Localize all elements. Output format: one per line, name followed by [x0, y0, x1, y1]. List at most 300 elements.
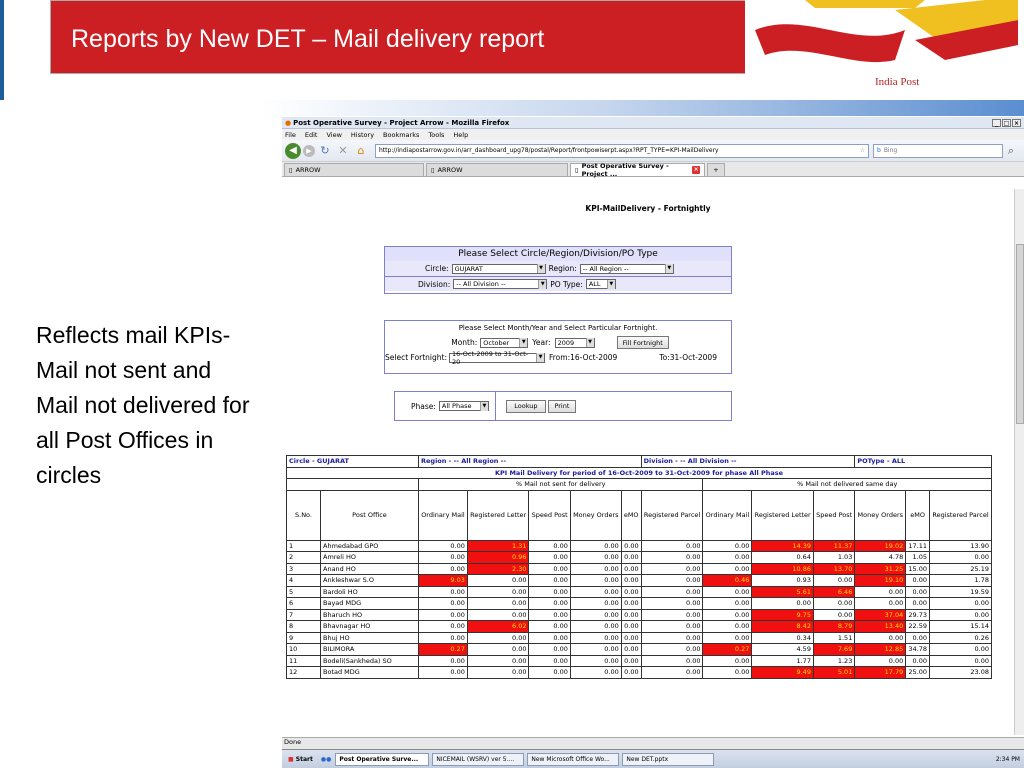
tab-strip: [282, 162, 1024, 177]
dropdown-arrow-icon: ▼: [480, 402, 488, 411]
tab-label: Post Operative Survey - Project ...: [581, 162, 669, 178]
cell-value: 0.96: [467, 552, 529, 564]
start-label: Start: [295, 755, 313, 763]
cell-value: 0.00: [529, 575, 570, 587]
cell-value: 0.00: [419, 586, 468, 598]
slide-accent-bar: [0, 0, 4, 100]
filter-potype: POType - ALL: [855, 456, 992, 468]
tab-label: ARROW: [437, 166, 463, 174]
decorative-stripe: [262, 100, 1024, 116]
cell-post-office: Ankleshwar S.O: [321, 575, 419, 587]
cell-value: 0.00: [813, 575, 854, 587]
taskbar-item-label: NICEMAIL (WSRV) ver 5....: [436, 755, 515, 763]
cell-value: 0.00: [529, 540, 570, 552]
report-title-row: [287, 467, 992, 479]
cell-value: 1.77: [752, 655, 814, 667]
cell-value: 19.02: [855, 540, 906, 552]
cell-sno: 2: [287, 552, 321, 564]
month-label: Month:: [451, 338, 478, 347]
cell-value: 29.73: [906, 609, 930, 621]
cell-value: 8.79: [813, 621, 854, 633]
cell-value: 0.00: [813, 609, 854, 621]
cell-value: 0.00: [529, 644, 570, 656]
page-icon: ▯: [575, 166, 579, 174]
search-box[interactable]: [873, 144, 1003, 158]
col-sno: S.No.: [287, 490, 321, 540]
potype-label: PO Type:: [550, 279, 583, 289]
col-money-orders: Money Orders: [570, 490, 621, 540]
search-placeholder: Bing: [883, 147, 898, 154]
cell-value: 0.00: [529, 563, 570, 575]
table-row: [287, 632, 992, 644]
cell-post-office: Anand HO: [321, 563, 419, 575]
cell-value: 0.00: [467, 644, 529, 656]
cell-value: 9.75: [752, 609, 814, 621]
windows-taskbar: [282, 749, 1024, 768]
bookmark-star-icon[interactable]: ☆: [859, 147, 865, 154]
page-content: [282, 189, 1014, 735]
cell-post-office: Bhuj HO: [321, 632, 419, 644]
dropdown-arrow-icon: ▼: [519, 338, 527, 347]
cell-value: 0.46: [703, 575, 752, 587]
cell-post-office: Amreli HO: [321, 552, 419, 564]
cell-post-office: Bharuch HO: [321, 609, 419, 621]
cell-value: 0.00: [855, 586, 906, 598]
phase-select[interactable]: [439, 401, 489, 411]
year-label: Year:: [532, 338, 551, 347]
status-text: Done: [284, 738, 302, 746]
col-registered-letter: Registered Letter: [467, 490, 529, 540]
cell-value: 0.00: [930, 655, 992, 667]
cell-value: 0.00: [906, 575, 930, 587]
quick-launch-icon[interactable]: ●●: [320, 755, 332, 763]
maximize-button[interactable]: □: [1003, 119, 1010, 127]
cell-value: 0.00: [930, 609, 992, 621]
cell-value: 0.00: [641, 586, 703, 598]
cell-value: 0.00: [467, 667, 529, 679]
division-label: Division:: [418, 279, 451, 289]
table-row: [287, 586, 992, 598]
stop-icon[interactable]: ✕: [338, 144, 348, 157]
cell-value: 0.00: [621, 609, 641, 621]
cell-value: 0.00: [570, 586, 621, 598]
windows-logo-icon: ■: [288, 755, 294, 763]
group-not-sent: % Mail not sent for delivery: [419, 479, 703, 491]
cell-post-office: Bodeli(Sankheda) SO: [321, 655, 419, 667]
menu-edit[interactable]: Edit: [304, 130, 318, 139]
cell-post-office: Bayad MDG: [321, 598, 419, 610]
cell-value: 0.00: [621, 598, 641, 610]
cell-value: 0.00: [419, 552, 468, 564]
cell-value: 0.00: [529, 667, 570, 679]
col-ordinary-mail: Ordinary Mail: [703, 490, 752, 540]
cell-value: 0.00: [419, 621, 468, 633]
address-bar[interactable]: [375, 144, 869, 158]
cell-value: 5.61: [752, 586, 814, 598]
col-speed-post: Speed Post: [529, 490, 570, 540]
cell-value: 0.93: [752, 575, 814, 587]
dropdown-arrow-icon: ▼: [586, 338, 594, 347]
cell-sno: 5: [287, 586, 321, 598]
taskbar-item-label: Post Operative Surve...: [339, 755, 419, 763]
menu-bookmarks[interactable]: Bookmarks: [383, 130, 420, 139]
taskbar-item-firefox[interactable]: [335, 753, 429, 766]
cell-value: 0.00: [529, 552, 570, 564]
table-row: [287, 644, 992, 656]
cell-value: 0.00: [419, 632, 468, 644]
circle-select[interactable]: [452, 264, 546, 274]
cell-value: 0.00: [621, 586, 641, 598]
dropdown-arrow-icon: ▼: [537, 264, 545, 273]
cell-value: 0.27: [419, 644, 468, 656]
cell-value: 0.00: [703, 552, 752, 564]
cell-value: 19.59: [930, 586, 992, 598]
cell-value: 25.19: [930, 563, 992, 575]
cell-value: 0.00: [641, 621, 703, 633]
cell-value: 0.00: [906, 586, 930, 598]
potype-select[interactable]: [586, 279, 616, 289]
cell-value: 15.00: [906, 563, 930, 575]
cell-value: 0.00: [467, 609, 529, 621]
print-button[interactable]: Print: [548, 400, 576, 413]
cell-value: 13.90: [930, 540, 992, 552]
tab-arrow-1[interactable]: [284, 163, 424, 176]
cell-value: 0.00: [621, 667, 641, 679]
cell-value: 0.00: [529, 609, 570, 621]
cell-value: 0.64: [752, 552, 814, 564]
system-clock: 2:34 PM: [995, 755, 1020, 763]
cell-value: 0.27: [703, 644, 752, 656]
cell-value: 0.00: [570, 598, 621, 610]
home-icon[interactable]: ⌂: [357, 144, 365, 157]
cell-value: 0.00: [641, 655, 703, 667]
cell-value: 1.05: [906, 552, 930, 564]
cell-value: 0.00: [419, 667, 468, 679]
cell-value: 2.30: [467, 563, 529, 575]
cell-value: 17.79: [855, 667, 906, 679]
new-tab-button[interactable]: +: [707, 163, 725, 176]
cell-value: 1.03: [813, 552, 854, 564]
cell-value: 12.85: [855, 644, 906, 656]
col-office: Post Office: [321, 490, 419, 540]
col-ordinary-mail: Ordinary Mail: [419, 490, 468, 540]
cell-value: 0.00: [906, 655, 930, 667]
cell-sno: 4: [287, 575, 321, 587]
cell-value: 0.00: [467, 575, 529, 587]
cell-sno: 10: [287, 644, 321, 656]
cell-value: 1.78: [930, 575, 992, 587]
menu-view[interactable]: View: [326, 130, 342, 139]
tab-close-icon[interactable]: ×: [693, 166, 699, 173]
cell-post-office: BILIMORA: [321, 644, 419, 656]
cell-value: 0.00: [703, 540, 752, 552]
cell-value: 0.00: [570, 621, 621, 633]
report-title: KPI Mail Delivery for period of 16-Oct-2009 to 31-Oct-2009 for phase All Phase: [287, 467, 992, 479]
cell-value: 0.00: [529, 598, 570, 610]
cell-value: 13.40: [855, 621, 906, 633]
cell-value: 0.34: [752, 632, 814, 644]
col-emo: eMO: [906, 490, 930, 540]
cell-value: 0.00: [419, 609, 468, 621]
cell-value: 0.00: [641, 598, 703, 610]
circle-value: GUJARAT: [454, 264, 483, 273]
cell-value: 25.00: [906, 667, 930, 679]
to-date-text: To:31-Oct-2009: [659, 353, 717, 362]
cell-value: 7.69: [813, 644, 854, 656]
cell-sno: 11: [287, 655, 321, 667]
cell-value: 0.00: [570, 540, 621, 552]
cell-value: 0.00: [641, 552, 703, 564]
cell-value: 0.00: [641, 667, 703, 679]
cell-value: 0.00: [813, 598, 854, 610]
col-emo: eMO: [621, 490, 641, 540]
fortnight-value: 16-Oct-2009 to 31-Oct-20: [452, 349, 528, 366]
group-header-row: [287, 479, 992, 491]
column-header-row: [287, 490, 992, 540]
col-registered-letter: Registered Letter: [752, 490, 814, 540]
cell-value: 0.00: [621, 621, 641, 633]
month-value: October: [483, 338, 510, 347]
cell-value: 0.00: [930, 552, 992, 564]
cell-value: 0.00: [855, 655, 906, 667]
cell-value: 0.00: [906, 632, 930, 644]
menu-help[interactable]: Help: [453, 130, 469, 139]
phase-panel: [394, 391, 732, 421]
tab-post-operative-survey[interactable]: [570, 163, 705, 176]
cell-value: 0.00: [570, 632, 621, 644]
browser-window: [282, 117, 1024, 768]
cell-value: 0.00: [529, 632, 570, 644]
search-icon[interactable]: ⌕: [1007, 143, 1015, 157]
cell-value: 4.78: [855, 552, 906, 564]
cell-post-office: Bhavnagar HO: [321, 621, 419, 633]
from-date-text: From:16-Oct-2009: [549, 353, 618, 362]
cell-sno: 7: [287, 609, 321, 621]
taskbar-item-label: New DET.pptx: [626, 755, 669, 763]
cell-value: 0.00: [641, 575, 703, 587]
slide-title: Reports by New DET – Mail delivery report: [71, 25, 545, 53]
cell-value: 0.00: [621, 563, 641, 575]
window-title: Post Operative Survey - Project Arrow - Mozilla Firefox: [293, 118, 510, 127]
logo-caption: India Post: [875, 76, 920, 88]
phase-label: Phase:: [411, 401, 436, 411]
dropdown-arrow-icon: ▼: [665, 264, 673, 273]
slide-description: Reflects mail KPIs- Mail not sent and Mail not delivered for all Post Offices in circles: [36, 322, 250, 488]
cell-sno: 9: [287, 632, 321, 644]
filter-circle: Circle - GUJARAT: [287, 456, 419, 468]
firefox-icon: ●: [285, 118, 292, 127]
forward-arrow-icon[interactable]: ▶: [303, 145, 315, 157]
cell-value: 0.00: [570, 655, 621, 667]
year-select[interactable]: [555, 338, 595, 348]
cell-value: 0.00: [906, 598, 930, 610]
cell-value: 0.00: [621, 540, 641, 552]
cell-value: 0.00: [467, 655, 529, 667]
phase-value: All Phase: [441, 402, 472, 410]
table-row: [287, 598, 992, 610]
cell-post-office: Botad MDG: [321, 667, 419, 679]
table-row: [287, 540, 992, 552]
cell-value: 0.00: [419, 540, 468, 552]
table-row: [287, 667, 992, 679]
col-speed-post: Speed Post: [813, 490, 854, 540]
report-body: [287, 540, 992, 678]
dropdown-arrow-icon: ▼: [607, 280, 615, 289]
cell-value: 0.00: [419, 598, 468, 610]
dropdown-arrow-icon: ▼: [536, 353, 544, 362]
cell-value: 23.08: [930, 667, 992, 679]
cell-value: 9.49: [752, 667, 814, 679]
cell-value: 0.00: [529, 655, 570, 667]
period-title: Please Select Month/Year and Select Particular Fortnight.: [385, 321, 731, 335]
table-row: [287, 575, 992, 587]
cell-value: 1.23: [813, 655, 854, 667]
cell-value: 10.86: [752, 563, 814, 575]
table-row: [287, 563, 992, 575]
cell-value: 0.00: [641, 563, 703, 575]
menu-tools[interactable]: Tools: [428, 130, 445, 139]
tab-label: ARROW: [295, 166, 321, 174]
cell-value: 14.39: [752, 540, 814, 552]
cell-value: 0.00: [703, 667, 752, 679]
navigation-toolbar: [282, 140, 1024, 162]
back-arrow-icon[interactable]: ◀: [285, 143, 301, 159]
cell-value: 19.10: [855, 575, 906, 587]
reload-icon[interactable]: ↻: [320, 144, 330, 157]
cell-value: 6.46: [813, 586, 854, 598]
cell-value: 0.00: [529, 586, 570, 598]
mail-delivery-report-table: [286, 455, 992, 679]
cell-value: 0.00: [570, 644, 621, 656]
cell-value: 0.26: [930, 632, 992, 644]
india-post-logo: [745, 0, 1018, 74]
cell-value: 0.00: [621, 655, 641, 667]
region-select[interactable]: [580, 264, 674, 274]
cell-value: 4.59: [752, 644, 814, 656]
menu-bar: [282, 129, 1024, 140]
scrollbar-thumb[interactable]: [1016, 244, 1024, 424]
minimize-button[interactable]: _: [992, 119, 1001, 127]
cell-sno: 1: [287, 540, 321, 552]
page-icon: ▯: [289, 166, 293, 174]
year-value: 2009: [557, 338, 575, 347]
cell-value: 0.00: [570, 552, 621, 564]
cell-value: 0.00: [570, 667, 621, 679]
cell-value: 0.00: [467, 586, 529, 598]
circle-selection-panel: [384, 246, 732, 294]
close-button[interactable]: ×: [1013, 119, 1020, 127]
vertical-scrollbar[interactable]: [1014, 189, 1024, 735]
cell-value: 0.00: [621, 644, 641, 656]
cell-post-office: Bardoli HO: [321, 586, 419, 598]
division-potype-row: [385, 276, 731, 291]
taskbar-item-word[interactable]: [527, 753, 619, 766]
start-button[interactable]: [284, 756, 317, 763]
cell-post-office: Ahmedabad GPO: [321, 540, 419, 552]
lookup-button[interactable]: Lookup: [506, 400, 546, 413]
taskbar-item-nicemail[interactable]: [432, 753, 524, 766]
filter-row: [287, 456, 992, 468]
cell-value: 1.51: [813, 632, 854, 644]
cell-value: 0.00: [570, 563, 621, 575]
cell-value: 0.00: [703, 563, 752, 575]
menu-history[interactable]: History: [350, 130, 375, 139]
cell-value: 22.59: [906, 621, 930, 633]
cell-value: 0.00: [621, 632, 641, 644]
cell-value: 13.70: [813, 563, 854, 575]
cell-value: 0.00: [621, 552, 641, 564]
cell-value: 0.00: [703, 609, 752, 621]
menu-file[interactable]: File: [285, 130, 296, 139]
cell-value: 9.03: [419, 575, 468, 587]
month-year-row: [385, 335, 731, 350]
cell-value: 5.01: [813, 667, 854, 679]
cell-value: 11.37: [813, 540, 854, 552]
potype-value: ALL: [588, 280, 601, 288]
cell-value: 15.14: [930, 621, 992, 633]
page-icon: ▯: [431, 166, 435, 174]
cell-value: 0.00: [641, 644, 703, 656]
region-label: Region:: [548, 264, 577, 273]
month-select[interactable]: [480, 338, 528, 348]
division-select[interactable]: [453, 279, 547, 289]
cell-value: 0.00: [703, 632, 752, 644]
col-money-orders: Money Orders: [855, 490, 906, 540]
window-titlebar: [282, 117, 1024, 129]
division-value: -- All Division --: [456, 280, 506, 288]
cell-value: 1.31: [467, 540, 529, 552]
cell-sno: 8: [287, 621, 321, 633]
fill-fortnight-button[interactable]: Fill Fortnight: [617, 336, 669, 349]
table-row: [287, 621, 992, 633]
cell-value: 0.00: [419, 655, 468, 667]
cell-value: 6.02: [467, 621, 529, 633]
cell-value: 0.00: [467, 598, 529, 610]
filter-division: Division - -- All Division --: [641, 456, 855, 468]
table-row: [287, 655, 992, 667]
cell-value: 0.00: [930, 598, 992, 610]
cell-value: 0.00: [419, 563, 468, 575]
table-row: [287, 609, 992, 621]
cell-value: 0.00: [467, 632, 529, 644]
panel-divider: [495, 391, 496, 421]
cell-value: 0.00: [703, 621, 752, 633]
cell-value: 0.00: [930, 644, 992, 656]
taskbar-item-powerpoint[interactable]: [622, 753, 714, 766]
tab-arrow-2[interactable]: [426, 163, 568, 176]
cell-sno: 12: [287, 667, 321, 679]
cell-value: 17.11: [906, 540, 930, 552]
selection-title: Please Select Circle/Region/Division/PO Type: [385, 247, 731, 261]
region-value: -- All Region --: [582, 264, 629, 273]
dropdown-arrow-icon: ▼: [538, 280, 546, 289]
cell-value: 34.78: [906, 644, 930, 656]
cell-value: 0.00: [621, 575, 641, 587]
period-selection-panel: [384, 320, 732, 374]
fortnight-row: [385, 350, 731, 365]
cell-value: 8.42: [752, 621, 814, 633]
cell-value: 0.00: [529, 621, 570, 633]
cell-value: 0.00: [752, 598, 814, 610]
cell-value: 0.00: [641, 609, 703, 621]
cell-sno: 3: [287, 563, 321, 575]
fortnight-select[interactable]: [449, 349, 545, 366]
group-header-spacer: [287, 479, 419, 491]
page-heading: KPI-MailDelivery - Fortnightly: [585, 204, 711, 213]
cell-value: 0.00: [641, 632, 703, 644]
cell-value: 0.00: [570, 575, 621, 587]
col-registered-parcel: Registered Parcel: [930, 490, 992, 540]
